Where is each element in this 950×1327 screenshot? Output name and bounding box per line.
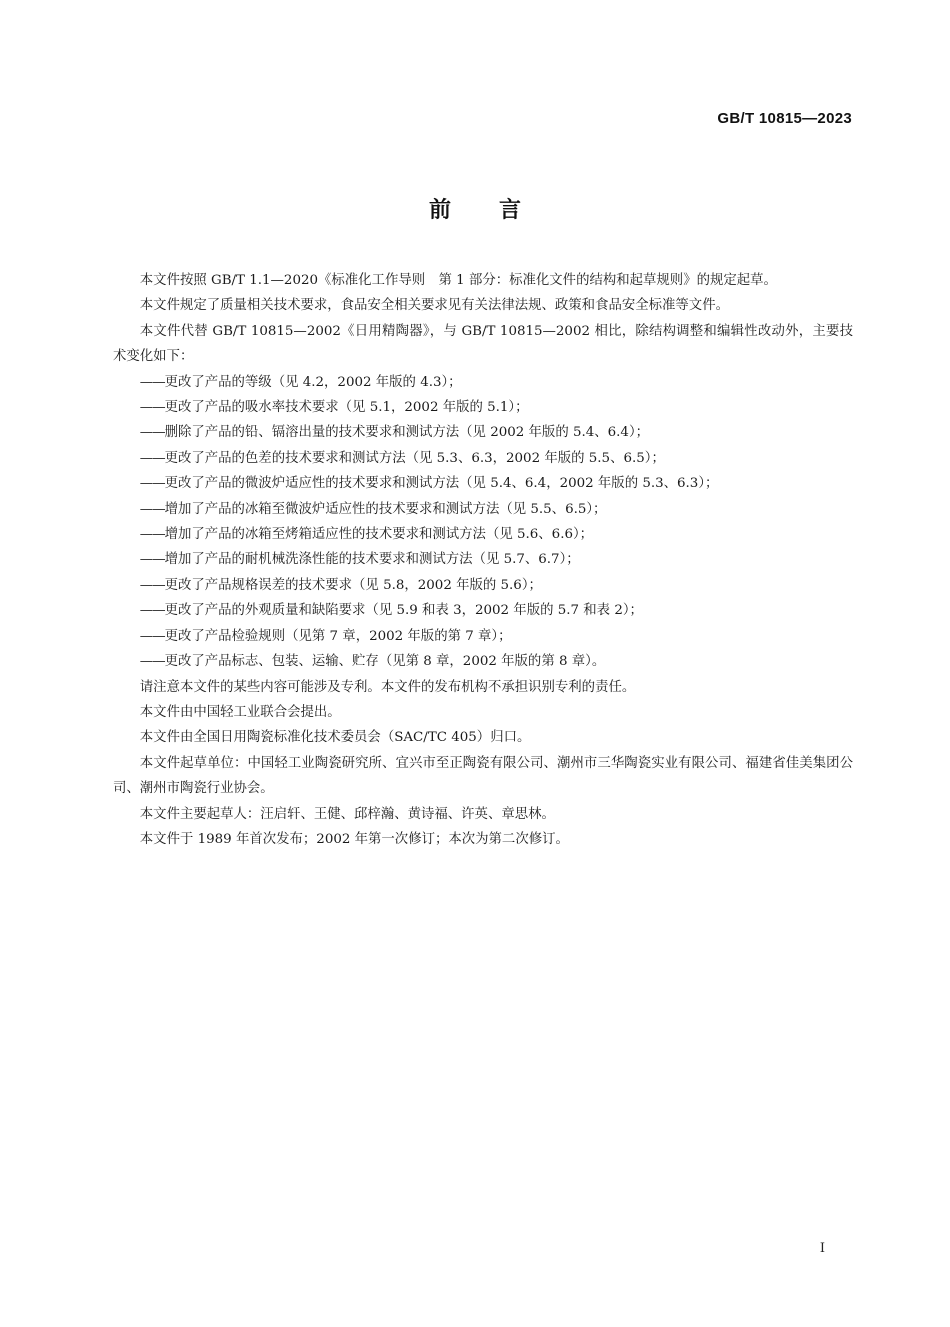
list-dash: —— [139,476,165,492]
list-item [113,598,853,623]
paragraph-committee: 本文件由全国日用陶瓷标准化技术委员会（SAC/TC 405）归口。 [139,730,531,746]
paragraph-drafting-units: 本文件起草单位：中国轻工业陶瓷研究所、宜兴市至正陶瓷有限公司、潮州市三华陶瓷实业有限公司、福建省佳美集团公司、潮州市陶瓷行业协会。 [113,755,853,797]
list-item [113,547,853,572]
standard-code: GB/T 10815—2023 [717,110,852,127]
list-dash: —— [139,552,165,568]
list-item-text: 增加了产品的冰箱至烤箱适应性的技术要求和测试方法（见 5.6、6.6）； [164,527,594,543]
list-item [113,522,853,547]
list-item [113,649,853,674]
list-item [113,497,853,522]
list-item-text: 更改了产品的微波炉适应性的技术要求和测试方法（见 5.4、6.4，2002 年版的 5.3、6.3）； [164,476,719,492]
list-item-text: 删除了产品的铅、镉溶出量的技术要求和测试方法（见 2002 年版的 5.4、6.4）； [164,425,650,441]
list-dash: —— [139,400,165,416]
list-item-text: 更改了产品的色差的技术要求和测试方法（见 5.3、6.3，2002 年版的 5.5、6.5）； [164,450,665,466]
changes-list [113,370,853,675]
list-dash: —— [139,501,165,517]
list-item-text: 更改了产品的吸水率技术要求（见 5.1，2002 年版的 5.1）； [164,400,529,416]
foreword-body [113,268,853,852]
page-number: I [819,1241,825,1256]
list-item-text: 更改了产品规格误差的技术要求（见 5.8，2002 年版的 5.6）； [164,577,542,593]
paragraph-drafting-rules: 本文件按照 GB/T 1.1—2020《标准化工作导则 第 1 部分：标准化文件的结构和起草规则》的规定起草。 [139,273,777,288]
list-dash: —— [139,425,165,441]
list-dash: —— [139,374,165,390]
list-item [113,395,853,420]
list-item-text: 增加了产品的冰箱至微波炉适应性的技术要求和测试方法（见 5.5、6.5）； [164,501,607,517]
list-item-text: 增加了产品的耐机械洗涤性能的技术要求和测试方法（见 5.7、6.7）； [164,552,580,568]
list-item [113,573,853,598]
list-dash: —— [139,577,165,593]
paragraph-replacement: 本文件代替 GB/T 10815—2002《日用精陶器》，与 GB/T 10815—2002 相比，除结构调整和编辑性改动外，主要技术变化如下： [113,323,853,365]
paragraph-scope: 本文件规定了质量相关技术要求，食品安全相关要求见有关法律法规、政策和食品安全标准等文件。 [139,298,729,314]
list-item-text: 更改了产品的外观质量和缺陷要求（见 5.9 和表 3，2002 年版的 5.7 和表 2）； [164,603,643,619]
list-item [113,624,853,649]
page-title: 前言 [428,198,569,223]
list-item-text: 更改了产品标志、包装、运输、贮存（见第 8 章，2002 年版的第 8 章）。 [164,654,606,670]
list-item-text: 更改了产品的等级（见 4.2，2002 年版的 4.3）； [164,374,462,390]
paragraph-patent-notice: 请注意本文件的某些内容可能涉及专利。本文件的发布机构不承担识别专利的责任。 [139,679,636,695]
list-item [113,370,853,395]
list-item [113,471,853,496]
list-dash: —— [139,628,165,644]
list-dash: —— [139,603,165,619]
list-dash: —— [139,654,165,670]
list-dash: —— [139,450,165,466]
paragraph-proposer: 本文件由中国轻工业联合会提出。 [139,704,341,720]
paragraph-history: 本文件于 1989 年首次发布；2002 年第一次修订；本次为第二次修订。 [139,831,569,847]
list-item [113,446,853,471]
paragraph-drafters: 本文件主要起草人：汪启轩、王健、邱梓瀚、黄诗福、许英、章思林。 [139,806,555,822]
list-dash: —— [139,527,165,543]
list-item [113,420,853,445]
list-item-text: 更改了产品检验规则（见第 7 章，2002 年版的第 7 章）； [164,628,512,644]
